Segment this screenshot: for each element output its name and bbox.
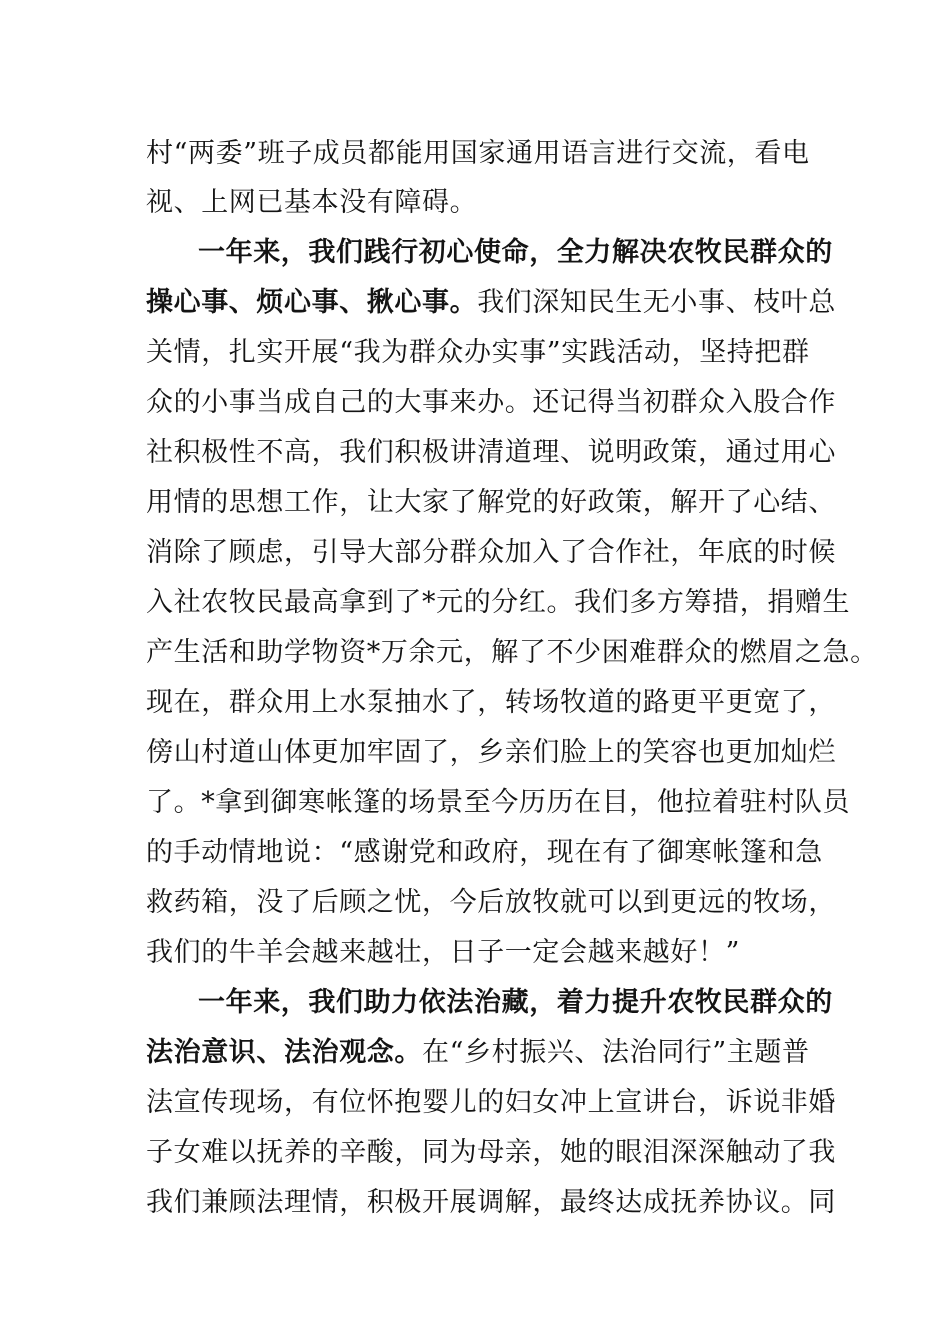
text-line: 了。*拿到御寒帐篷的场景至今历历在目，他拉着驻村队员: [146, 787, 851, 818]
text-line: 的手动情地说：“感谢党和政府，现在有了御寒帐篷和急: [146, 837, 823, 868]
text-line: 子女难以抚养的辛酸，同为母亲，她的眼泪深深触动了我: [146, 1137, 836, 1168]
text-line: 视、上网已基本没有障碍。: [146, 187, 478, 218]
text-line: 消除了顾虑，引导大部分群众加入了合作社，年底的时候: [146, 537, 836, 568]
paragraph-heading: 一年来，我们践行初心使命，全力解决农牧民群众的: [198, 237, 833, 268]
text-line: [146, 286, 836, 320]
text-line: 产生活和助学物资*万余元，解了不少困难群众的燃眉之急。: [146, 637, 878, 668]
paragraph-heading-continued: 操心事、烦心事、揪心事。: [146, 287, 478, 318]
text-line: 众的小事当成自己的大事来办。还记得当初群众入股合作: [146, 387, 836, 418]
text-line: 社积极性不高，我们积极讲清道理、说明政策，通过用心: [146, 437, 836, 468]
text-line: [146, 1036, 810, 1070]
text-span: 我们深知民生无小事、枝叶总: [477, 287, 837, 318]
text-line: 现在，群众用上水泵抽水了，转场牧道的路更平更宽了，: [146, 687, 836, 718]
paragraph-heading: 一年来，我们助力依法治藏，着力提升农牧民群众的: [198, 987, 833, 1018]
text-line: 法宣传现场，有位怀抱婴儿的妇女冲上宣讲台，诉说非婚: [146, 1087, 836, 1118]
paragraph-heading-continued: 法治意识、法治观念。: [146, 1037, 422, 1068]
text-line: 村“两委”班子成员都能用国家通用语言进行交流，看电: [146, 138, 810, 169]
text-line: 关情，扎实开展“我为群众办实事”实践活动，坚持把群: [146, 337, 810, 368]
text-line: 用情的思想工作，让大家了解党的好政策，解开了心结、: [146, 487, 836, 518]
text-span: 在“乡村振兴、法治同行”主题普: [422, 1037, 810, 1068]
text-line: 我们的牛羊会越来越壮，日子一定会越来越好！”: [146, 937, 741, 968]
text-line: 我们兼顾法理情，积极开展调解，最终达成抚养协议。同: [146, 1187, 836, 1218]
text-line: 傍山村道山体更加牢固了，乡亲们脸上的笑容也更加灿烂: [146, 737, 836, 768]
text-line: 入社农牧民最高拿到了*元的分红。我们多方筹措，捐赠生: [146, 587, 851, 618]
text-line: 救药箱，没了后顾之忧，今后放牧就可以到更远的牧场，: [146, 887, 836, 918]
